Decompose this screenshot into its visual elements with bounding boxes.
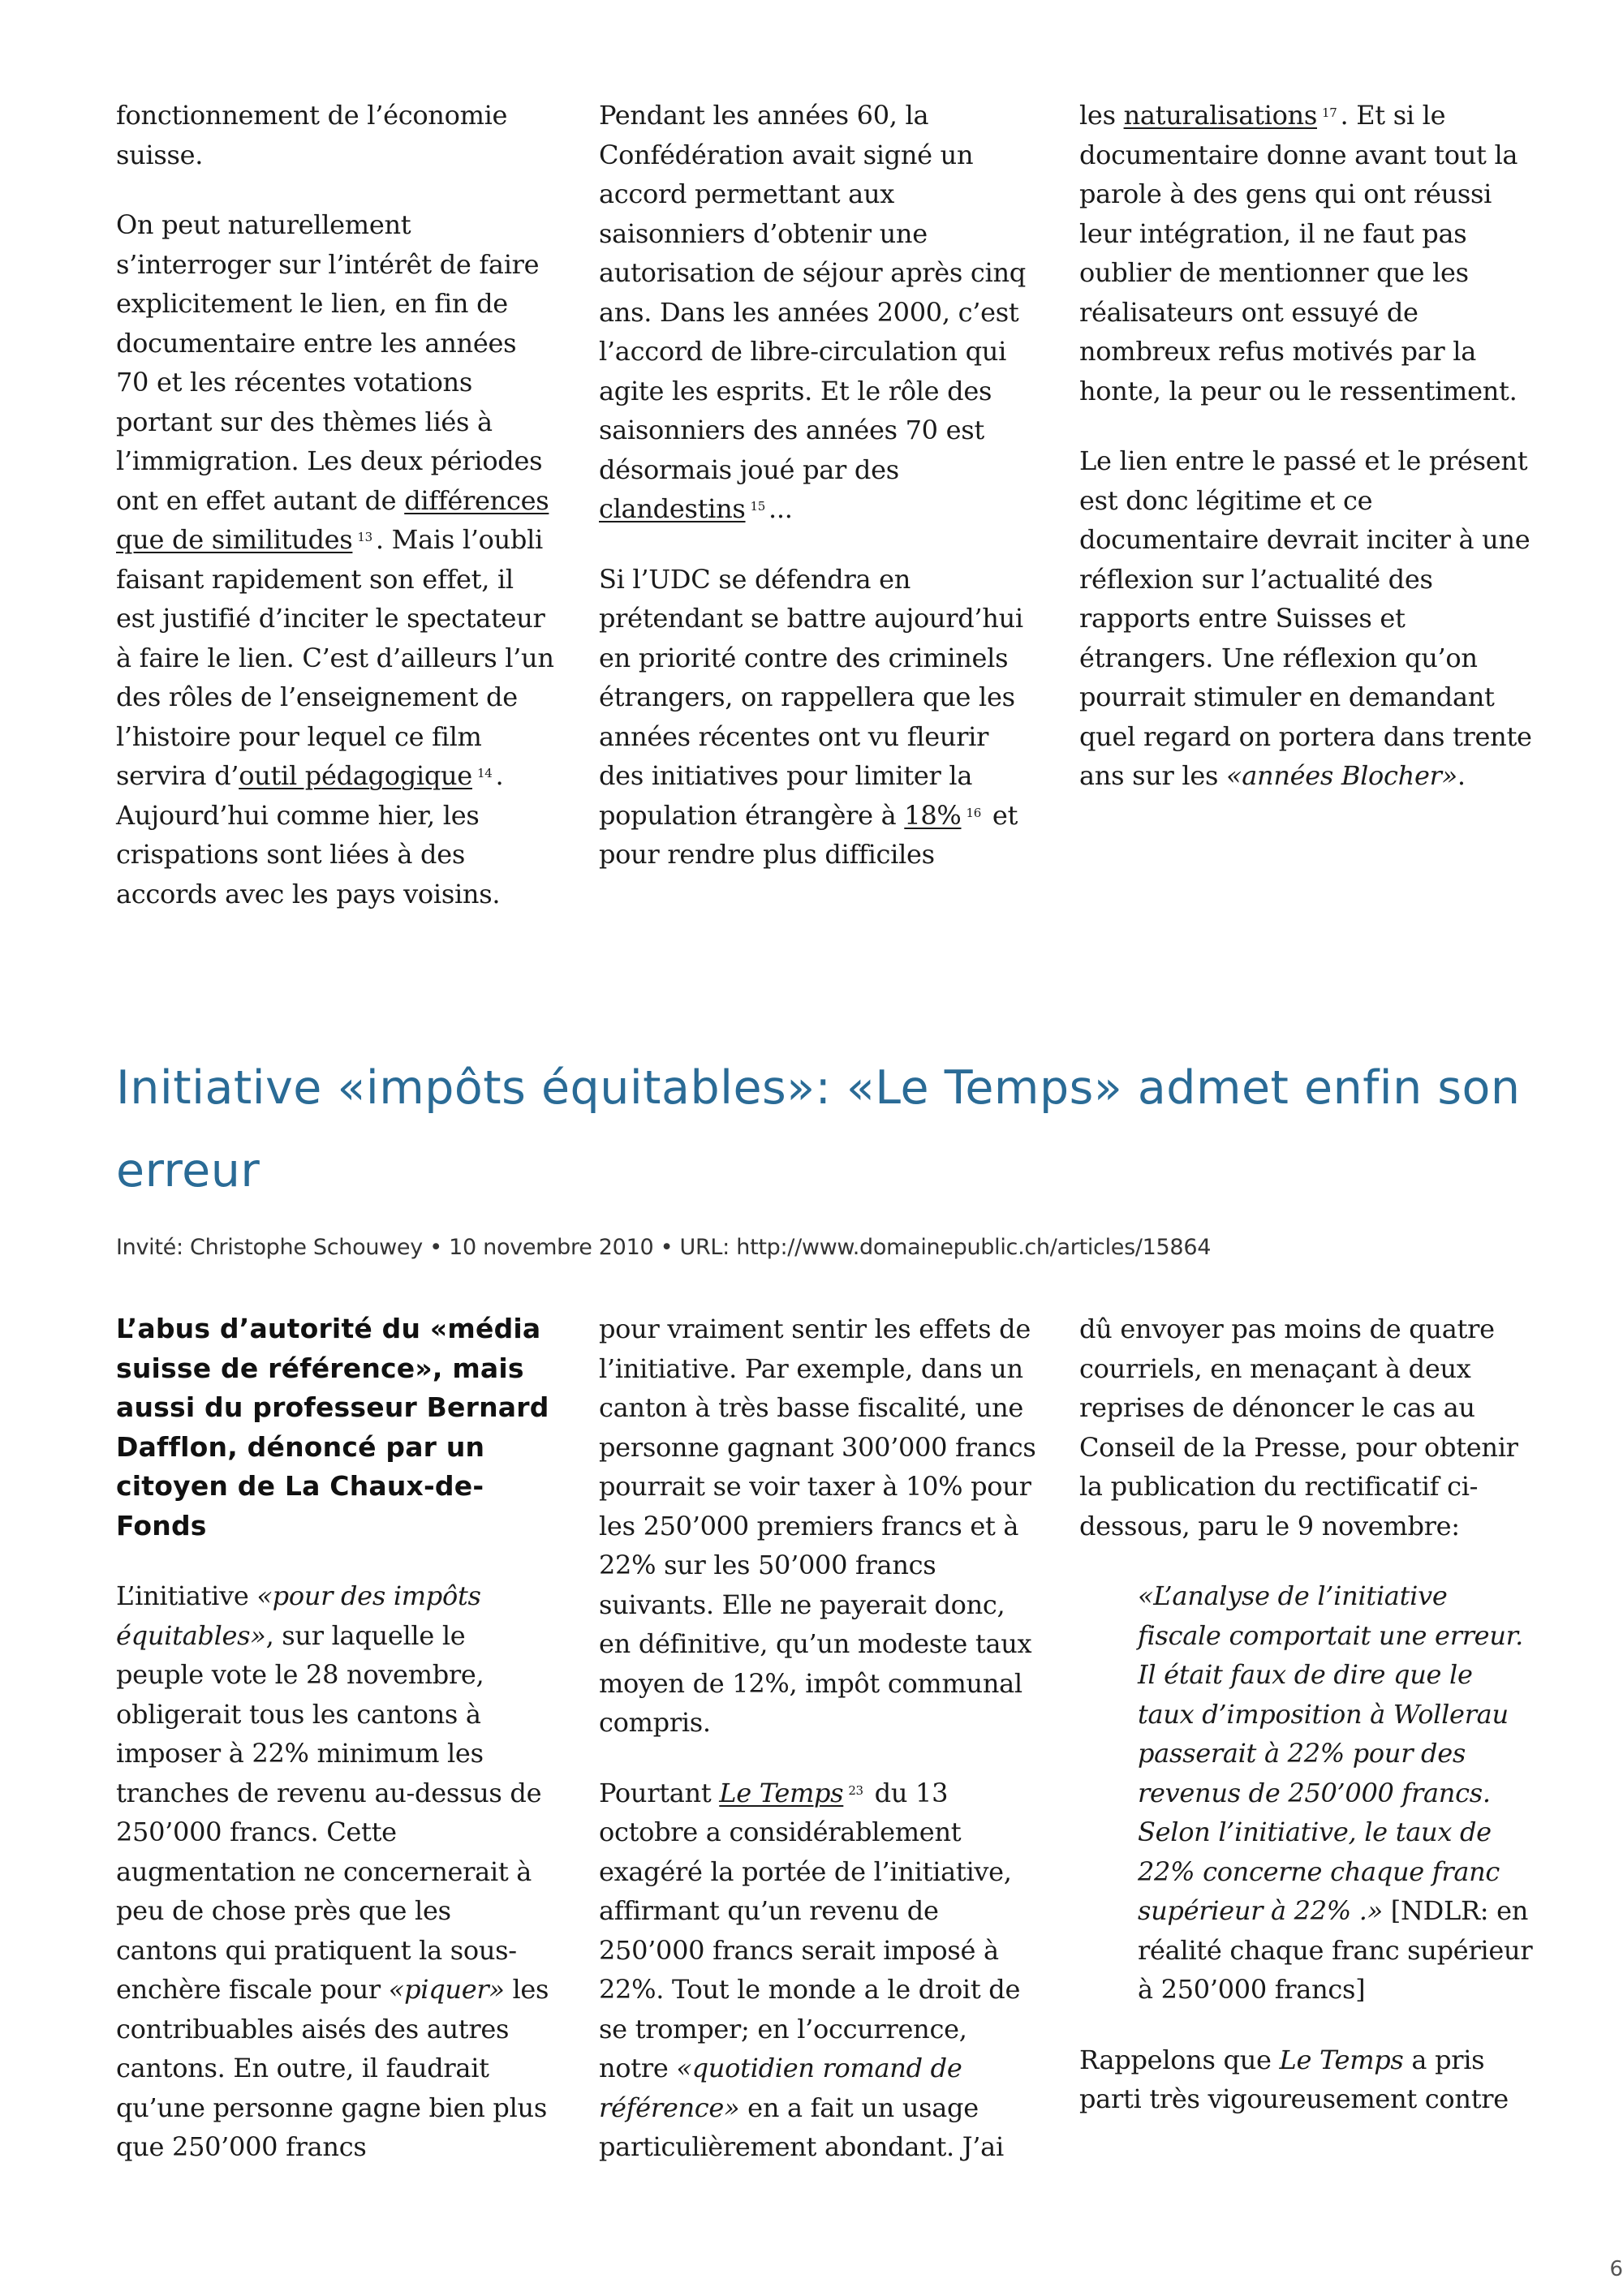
- text: les contribuables aisés des autres cantons. En outre, il faudrait qu’une personne gagne bien plus que 250’000 francs: [116, 1974, 549, 2162]
- paragraph: pour vraiment sentir les effets de l’initiative. Par exemple, dans un canton à très basse fiscalité, une personne gagnant 300’000 francs pourrait se voir taxer à 10% pour les 250’000 premiers francs et à 22% sur les 50’000 francs suivants. Elle ne payerait donc, en définitive, qu’un modeste taux moyen de 12%, impôt communal compris.: [599, 1314, 1036, 1738]
- footnote-ref[interactable]: 16: [966, 805, 981, 820]
- footnote-ref[interactable]: 17: [1321, 105, 1337, 120]
- link-outil-pedagogique[interactable]: outil pédagogique: [239, 760, 472, 791]
- footnote-ref[interactable]: 23: [848, 1782, 863, 1798]
- column-1-top: [116, 96, 554, 944]
- emphasis: Le Temps: [1279, 2044, 1404, 2075]
- editor-note: [NDLR: en réalité chaque franc supérieur à 250’000 francs]: [1138, 1895, 1533, 2005]
- text: les: [1079, 100, 1124, 131]
- emphasis: «années Blocher»: [1225, 760, 1457, 791]
- text: . Mais l’oubli faisant rapidement son effet, il est justifié d’inciter le spectateur à faire le lien. C’est d’ailleurs l’un des rôles de l’enseignement de l’histoire pour lequel ce film servira d’: [116, 524, 554, 791]
- page-number: 6: [1609, 2257, 1623, 2281]
- paragraph: [1079, 96, 1534, 411]
- paragraph: [116, 205, 554, 914]
- text: Le lien entre le passé et le présent est donc légitime et ce documentaire devrait inciter à une réflexion sur l’actualité des rapports entre Suisses et étrangers. Une réflexion qu’on pourrait stimuler en demandant quel regard on portera dans trente ans sur les: [1079, 445, 1532, 791]
- text: . Aujourd’hui comme hier, les crispations sont liées à des accords avec les pays voisins.: [116, 760, 504, 909]
- paragraph: [1079, 2040, 1534, 2119]
- paragraph: [116, 1576, 554, 2167]
- text: .: [1457, 760, 1466, 791]
- text: L’initiative: [116, 1580, 257, 1611]
- text: Pourtant: [599, 1777, 720, 1808]
- paragraph: [599, 96, 1037, 529]
- column-1-article: [116, 1309, 554, 2198]
- text: Rappelons que: [1079, 2044, 1280, 2075]
- text: du 13 octobre a considérablement exagéré la portée de l’initiative, affirmant qu’un revenu de 250’000 francs serait imposé à 22%. Tout le monde a le droit de se tromper; en l’occurrence, notre: [599, 1777, 1021, 2083]
- text: Si l’UDC se défendra en prétendant se battre aujourd’hui en priorité contre des criminels étrangers, on rappellera que les années récentes ont vu fleurir des initiatives pour limiter la population étrangère à: [599, 563, 1023, 831]
- column-3-article: [1079, 1309, 1534, 2150]
- footnote-ref[interactable]: 14: [476, 766, 493, 780]
- column-3-top: [1079, 96, 1534, 827]
- emphasis: «pour des impôts équitables»: [116, 1580, 481, 1651]
- emphasis: «quotidien romand de référence»: [599, 2053, 962, 2123]
- emphasis: Le Temps: [719, 1777, 844, 1808]
- link-differences-similitudes[interactable]: différences que de similitudes: [116, 484, 549, 555]
- column-2-article: [599, 1309, 1037, 2198]
- column-2-top: [599, 96, 1037, 905]
- article-lead: L’abus d’autorité du «média suisse de référence», mais aussi du professeur Bernard Dafflon, dénoncé par un citoyen de La Chaux-de-Fonds: [116, 1313, 549, 1541]
- article-title: Initiative «impôts équitables»: «Le Temps» admet enfin son erreur: [116, 1061, 1521, 1197]
- emphasis: «piquer»: [388, 1974, 505, 2005]
- quote-text: «L’analyse de l’initiative fiscale comportait une erreur. Il était faux de dire que le taux d’imposition à Wollerau passerait à 22% pour des revenus de 250’000 francs. Selon l’initiative, le taux de 22% concerne chaque franc supérieur à 22% .»: [1138, 1580, 1523, 1926]
- text: . Et si le documentaire donne avant tout la parole à des gens qui ont réussi leur intégration, il ne faut pas oublier de mentionner que les réalisateurs ont essuyé de nombreux refus motivés par la honte, la peur ou le ressentiment.: [1079, 100, 1518, 406]
- text: et pour rendre plus difficiles: [599, 799, 1018, 870]
- text: , sur laquelle le peuple vote le 28 novembre, obligerait tous les cantons à imposer à 22% minimum les tranches de revenu au-dessus de 250’000 francs. Cette augmentation ne concernerait à peu de chose près que les cantons qui pratiquent la sous-enchère fiscale pour: [116, 1619, 542, 2005]
- article-byline: Invité: Christophe Schouwey • 10 novembre 2010 • URL: http://www.domainepublic.ch/articles/15864: [116, 1235, 1212, 1260]
- paragraph: [599, 1774, 1037, 2167]
- footnote-ref[interactable]: 13: [357, 530, 372, 544]
- text: ...: [768, 493, 793, 524]
- text: Pendant les années 60, la Confédération avait signé un accord permettant aux saisonniers d’obtenir une autorisation de séjour après cinq ans. Dans les années 2000, c’est l’accord de libre-circulation qui agite les esprits. Et le rôle des saisonniers des années 70 est désormais joué par des: [599, 100, 1026, 485]
- paragraph: dû envoyer pas moins de quatre courriels, en menaçant à deux reprises de dénoncer le cas au Conseil de la Presse, pour obtenir la publication du rectificatif ci-dessous, paru le 9 novembre:: [1079, 1314, 1518, 1541]
- footnote-ref[interactable]: 15: [750, 499, 766, 514]
- text: fonctionnement de l’économie suisse.: [116, 100, 508, 170]
- link-le-temps[interactable]: [719, 1778, 843, 1808]
- text: a pris parti très vigoureusement contre: [1079, 2044, 1509, 2114]
- paragraph: [599, 560, 1037, 875]
- paragraph: [1079, 441, 1534, 796]
- link-naturalisations[interactable]: naturalisations: [1123, 100, 1317, 131]
- link-18-percent[interactable]: 18%: [904, 799, 962, 831]
- paragraph: [116, 96, 554, 174]
- text: On peut naturellement s’interroger sur l’intérêt de faire explicitement le lien, en fin de documentaire entre les années 70 et les récentes votations portant sur des thèmes liés à l’immigration. Les deux périodes ont en effet autant de: [116, 209, 543, 516]
- link-clandestins[interactable]: clandestins: [599, 493, 746, 524]
- blockquote: [1138, 1576, 1534, 2010]
- text: en a fait un usage particulièrement abondant. J’ai: [599, 2092, 1004, 2162]
